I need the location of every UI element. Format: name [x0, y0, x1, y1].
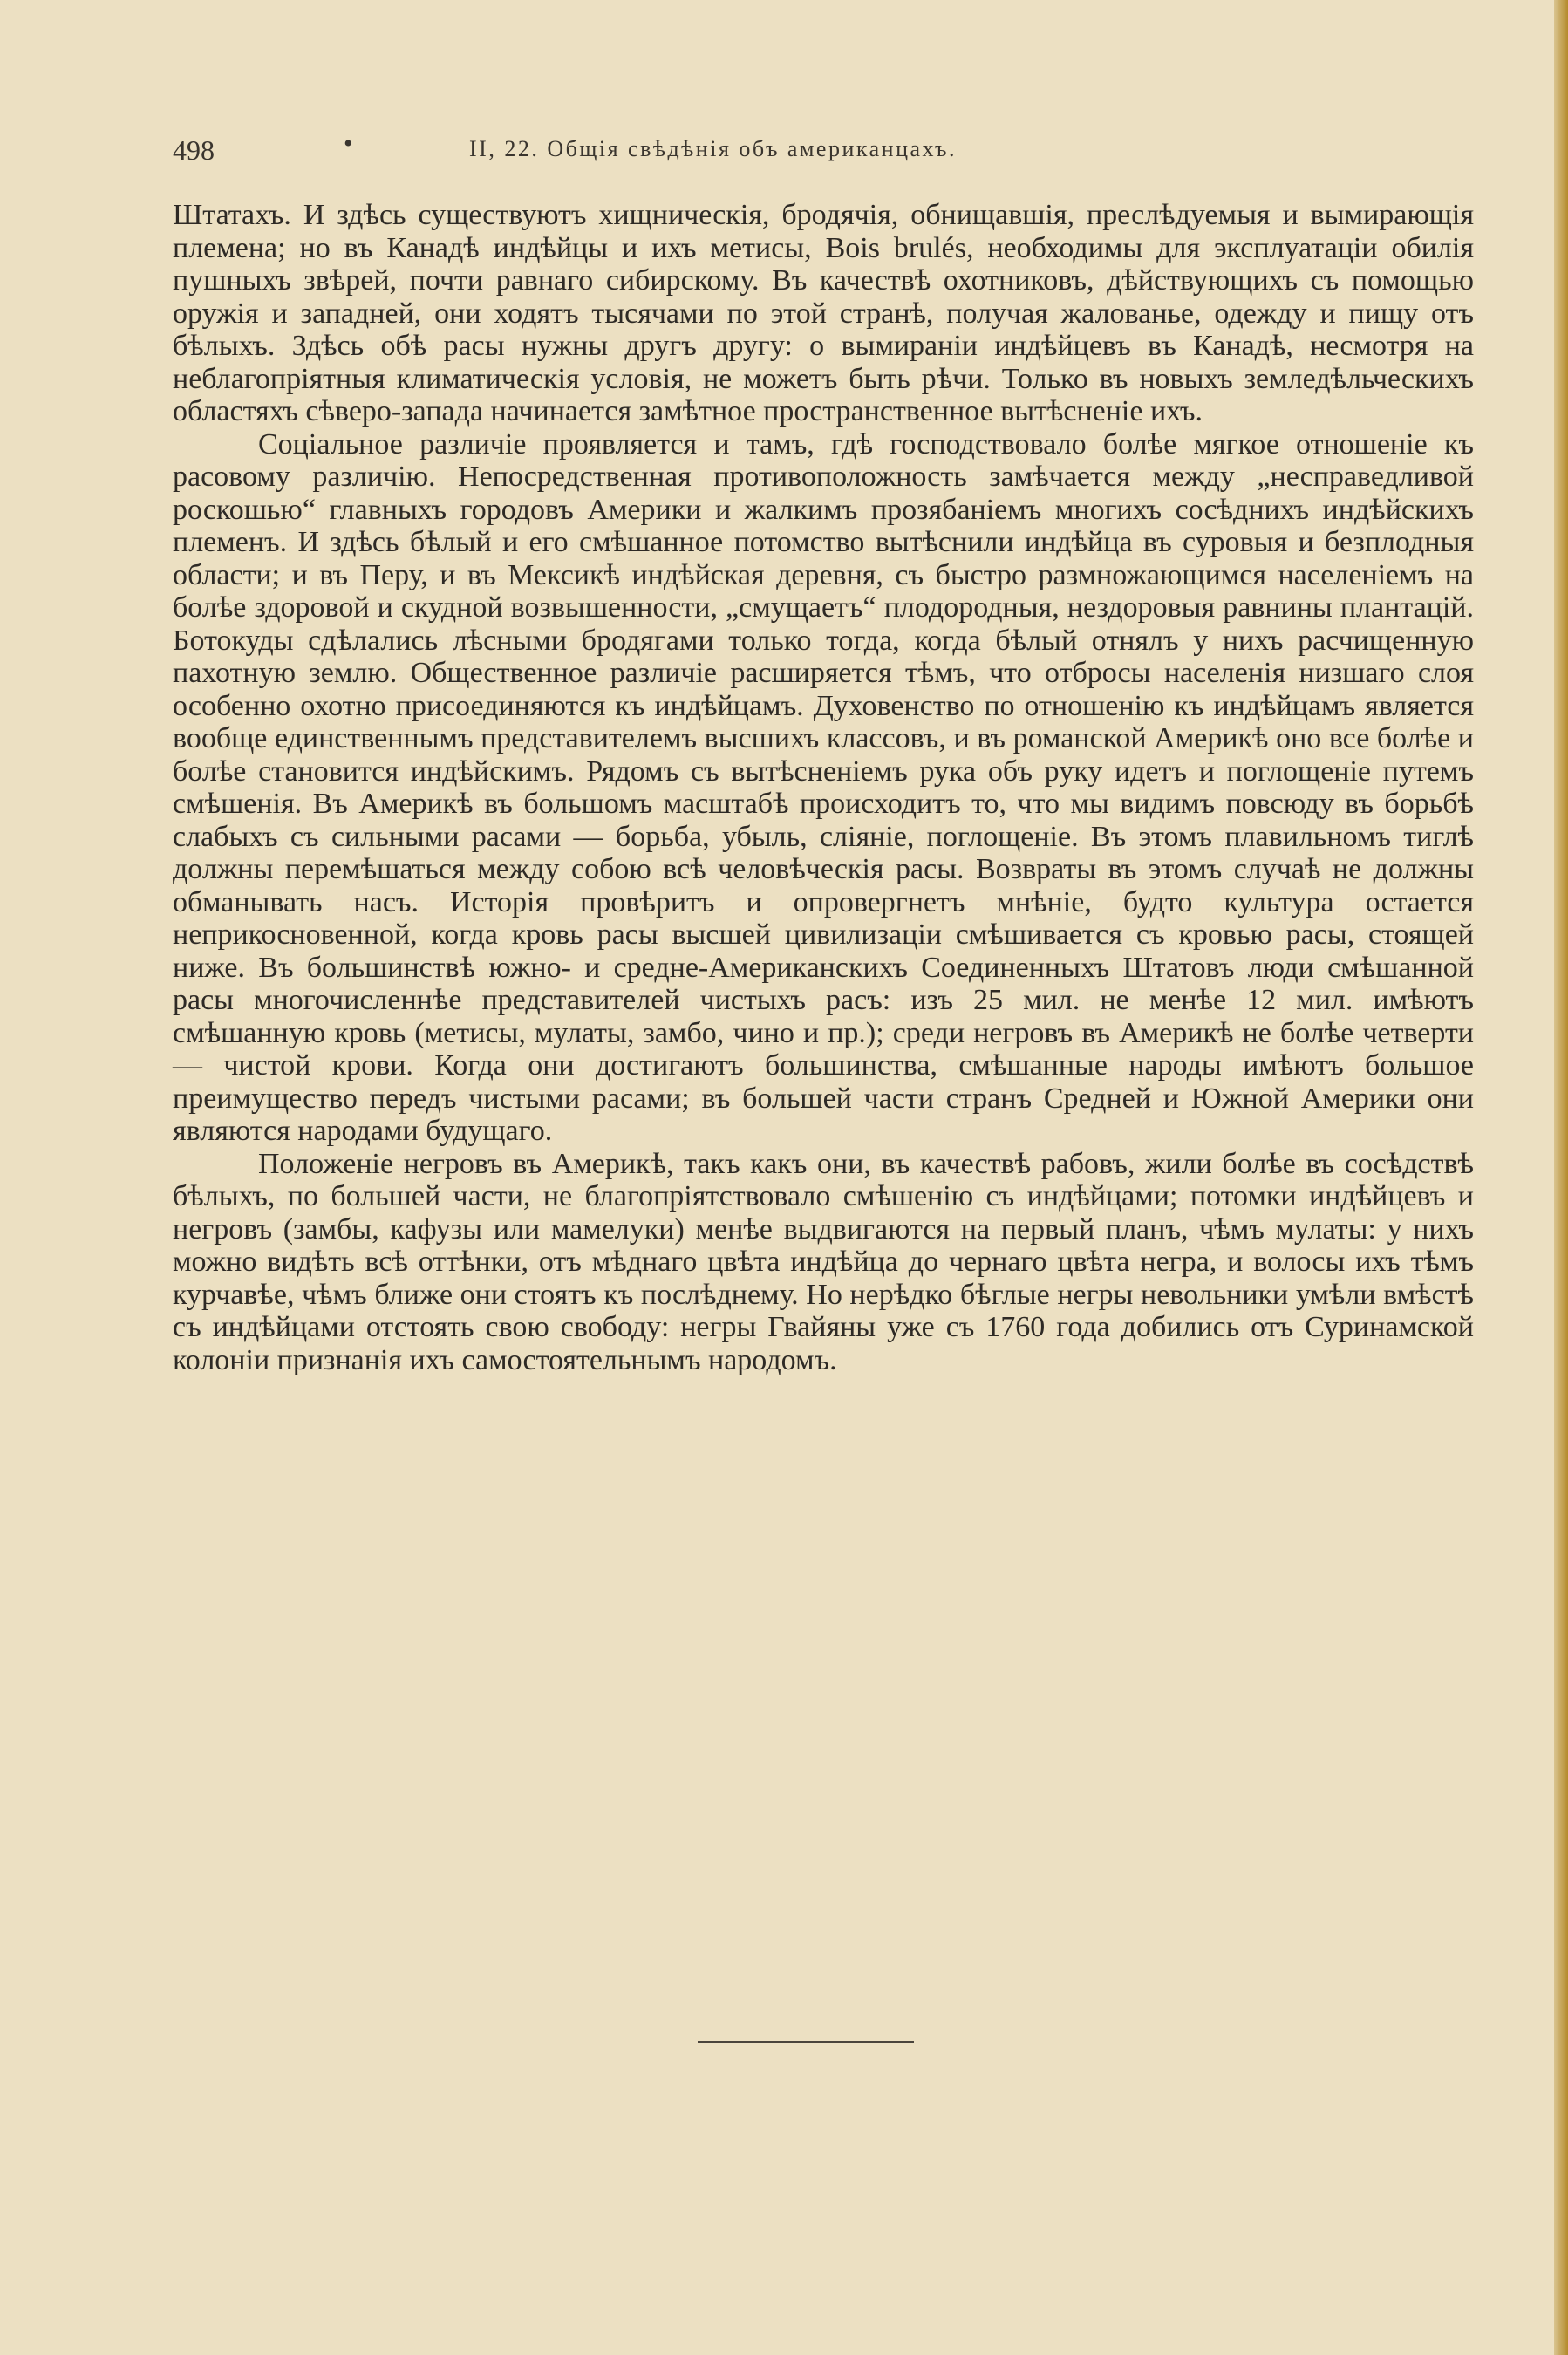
body-text — [173, 199, 1474, 1376]
paragraph-2: Соціальное различіе проявляется и тамъ, гдѣ господствовало болѣе мягкое отношеніе къ расовому различію. Непосредственная противоположность замѣчается между „несправедливой роскошью“ главныхъ городовъ Америки и жалкимъ прозябаніемъ многихъ сосѣднихъ индѣйскихъ племенъ. И здѣсь бѣлый и его смѣшанное потомство вытѣснили индѣйца въ суровыя и безплодныя области; и въ Перу, и въ Мексикѣ индѣйская деревня, съ быстро размножающимся населеніемъ на болѣе здоровой и скудной возвышенности, „смущаетъ“ плодородныя, нездоровыя равнины плантацій. Ботокуды сдѣлались лѣсными бродягами только тогда, когда бѣлый отнялъ у нихъ расчищенную пахотную землю. Общественное различіе расширяется тѣмъ, что отбросы населенія низшаго слоя особенно охотно присоединяются къ индѣйцамъ. Духовенство по отношенію къ индѣйцамъ является вообще единственнымъ представителемъ высшихъ классовъ, и въ романской Америкѣ оно все болѣе и болѣе становится индѣйскимъ. Рядомъ съ вытѣсненіемъ рука объ руку идетъ и поглощеніе путемъ смѣшенія. Въ Америкѣ въ большомъ масштабѣ происходитъ то, что мы видимъ повсюду въ борьбѣ слабыхъ съ сильными расами — борьба, убыль, сліяніе, поглощеніе. Въ этомъ плавильномъ тиглѣ должны перемѣшаться между собою всѣ человѣческія расы. Возвраты въ этомъ случаѣ не должны обманывать насъ. Исторія провѣритъ и опровергнетъ мнѣніе, будто культура остается неприкосновенной, когда кровь расы высшей цивилизаціи смѣшивается съ кровью расы, стоящей ниже. Въ большинствѣ южно- и средне-Американскихъ Соединенныхъ Штатовъ люди смѣшанной расы многочисленнѣе представителей чистыхъ расъ: изъ 25 мил. не менѣе 12 мил. имѣютъ смѣшанную кровь (метисы, мулаты, замбо, чино и пр.); среди негровъ въ Америкѣ не болѣе четверти — чистой крови. Когда они достигаютъ большинства, смѣшанные народы имѣютъ большое преимущество передъ чистыми расами; въ большей части странъ Средней и Южной Америки они являются народами будущаго. — [173, 427, 1474, 1147]
header-dot: • — [344, 129, 353, 158]
page-edge — [1554, 0, 1568, 2355]
paragraph-1: Штатахъ. И здѣсь существуютъ хищническія, бродячія, обнищавшія, преслѣдуемыя и вымирающія племена; но въ Канадѣ индѣйцы и ихъ метисы, Bois brulés, необходимы для эксплуатаціи обилія пушныхъ звѣрей, почти равнаго сибирскому. Въ качествѣ охотниковъ, дѣйствующихъ съ помощью оружія и западней, они ходятъ тысячами по этой странѣ, получая жалованье, одежду и пищу отъ бѣлыхъ. Здѣсь обѣ расы нужны другъ другу: о вымираніи индѣйцевъ въ Канадѣ, несмотря на неблагопріятныя климатическія условія, не можетъ быть рѣчи. Только въ новыхъ земледѣльческихъ областяхъ сѣверо-запада начинается замѣтное пространственное вытѣсненіе ихъ. — [173, 199, 1474, 427]
page-header — [173, 129, 1472, 176]
running-head: II, 22. Общія свѣдѣнія объ американцахъ. — [469, 136, 957, 161]
end-divider — [698, 2041, 914, 2043]
page-number: 498 — [173, 134, 215, 166]
paragraph-3: Положеніе негровъ въ Америкѣ, такъ какъ они, въ качествѣ рабовъ, жили болѣе въ сосѣдствѣ бѣлыхъ, по большей части, не благопріятствовало смѣшенію съ индѣйцами; потомки индѣйцевъ и негровъ (замбы, кафузы или мамелуки) менѣе выдвигаются на первый планъ, чѣмъ мулаты: у нихъ можно видѣть всѣ оттѣнки, отъ мѣднаго цвѣта индѣйца до чернаго цвѣта негра, и волосы ихъ тѣмъ курчавѣе, чѣмъ ближе они стоятъ къ послѣднему. Но нерѣдко бѣглые негры невольники умѣли вмѣстѣ съ индѣйцами отстоять свою свободу: негры Гвайяны уже съ 1760 года добились отъ Суринамской колоніи признанія ихъ самостоятельнымъ народомъ. — [173, 1147, 1474, 1376]
